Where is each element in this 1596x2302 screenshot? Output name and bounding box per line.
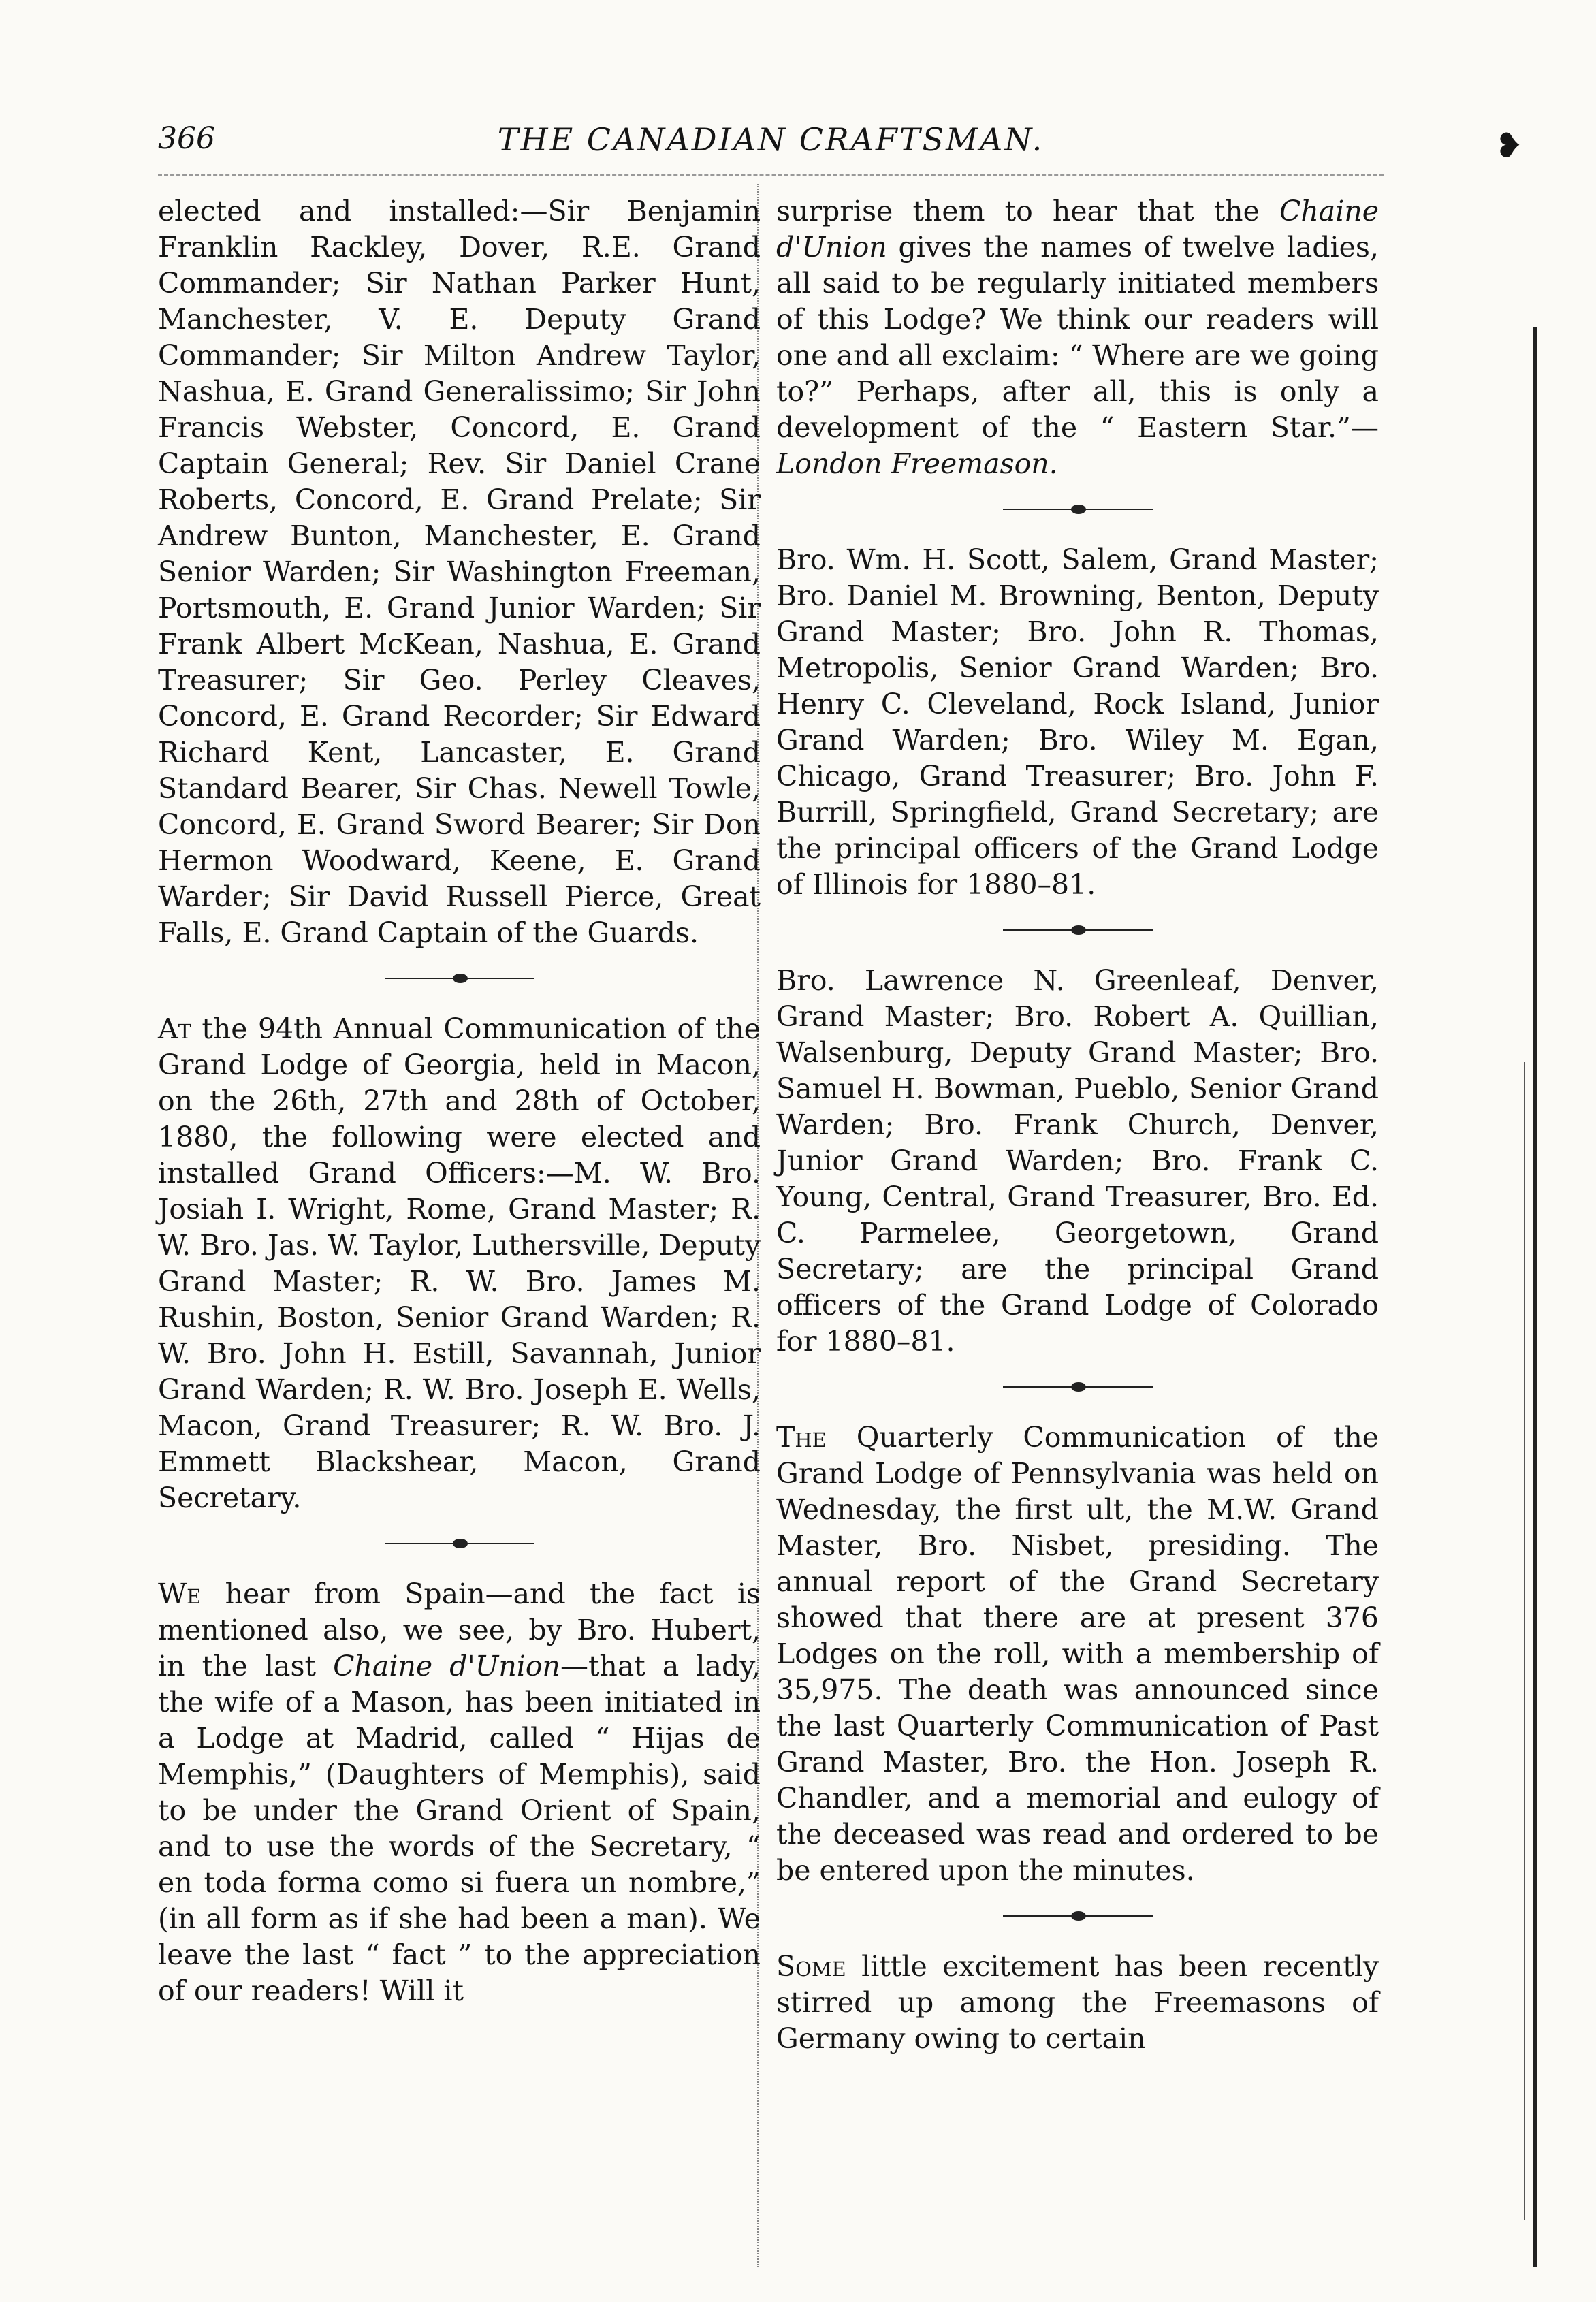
paragraph-germany-excitement — [776, 1949, 1379, 2057]
corner-ornament-icon: ❥ — [1495, 126, 1523, 165]
section-separator — [385, 1527, 534, 1561]
paragraph-pennsylvania-communication — [776, 1420, 1379, 1889]
margin-scan-line-secondary — [1524, 1062, 1525, 2220]
paragraph-text: the 94th Annual Communication of the Grand Lodge of Georgia, held in Macon, on the 26th, 27th and 28th of October, 1880, the following were elected and installed Grand Officers:—M. W. Bro. Josiah I. Wright, Rome, Grand Master; R. W. Bro. Jas. W. Taylor, Luthersville, Deputy Grand Master; R. W. Bro. James M. Rushin, Boston, Senior Grand Warden; R. W. Bro. John H. Estill, Savannah, Junior Grand Warden; R. W. Bro. Joseph E. Wells, Macon, Grand Treasurer; R. W. Bro. J. Emmett Blackshear, Macon, Grand Secretary. — [158, 1012, 761, 1514]
lead-word: Some — [776, 1950, 846, 1983]
paragraph-text: Quarterly Communication of the Grand Lodge of Pennsylvania was held on Wednesday, the first ult, the M.W. Grand Master, Bro. Nisbet, presiding. The annual report of the Grand Secretary showed that there are at present 376 Lodges on the roll, with a membership of 35,975. The death was announced since the last Quarterly Communication of Past Grand Master, Bro. the Hon. Joseph R. Chandler, and a memorial and eulogy of the deceased was read and ordered to be be entered upon the minutes. — [776, 1421, 1379, 1887]
right-column — [776, 193, 1379, 2057]
paragraph-text: surprise them to hear that the — [776, 195, 1279, 227]
paragraph-new-hampshire-officers: elected and installed:—Sir Benjamin Franklin Rackley, Dover, R.E. Grand Commander; Sir Nathan Parker Hunt, Manchester, V. E. Deputy Grand Commander; Sir Milton Andrew Taylor, Nashua, E. Grand Generalissimo; Sir John Francis Webster, Concord, E. Grand Captain General; Rev. Sir Daniel Crane Roberts, Concord, E. Grand Prelate; Sir Andrew Bunton, Manchester, E. Grand Senior Warden; Sir Washington Freeman, Portsmouth, E. Grand Junior Warden; Sir Frank Albert McKean, Nashua, E. Grand Treasurer; Sir Geo. Perley Cleaves, Concord, E. Grand Recorder; Sir Edward Richard Kent, Lancaster, E. Grand Standard Bearer, Sir Chas. Newell Towle, Concord, E. Grand Sword Bearer; Sir Don Hermon Woodward, Keene, E. Grand Warder; Sir David Russell Pierce, Great Falls, E. Grand Captain of the Guards. — [158, 195, 761, 949]
paragraph-spain-lady-mason — [158, 1576, 761, 2009]
paragraph-illinois-officers: Bro. Wm. H. Scott, Salem, Grand Master; Bro. Daniel M. Browning, Benton, Deputy Grand Master; Bro. John R. Thomas, Metropolis, Senior Grand Warden; Bro. Henry C. Cleveland, Rock Island, Junior Grand Warden; Bro. Wiley M. Egan, Chicago, Grand Treasurer; Bro. John F. Burrill, Springfield, Grand Secretary; are the principal officers of the Grand Lodge of Illinois for 1880–81. — [776, 543, 1379, 901]
left-column — [158, 193, 761, 2009]
paragraph-continuation — [776, 193, 1379, 482]
lead-word: We — [158, 1578, 202, 1610]
paragraph-text: gives the names of twelve ladies, all said to be regularly initiated members of this Lodge? We think our readers will one and all exclaim: “ Where are we going to?” Perhaps, after all, this is only a development of the “ Eastern Star.”— — [776, 231, 1379, 444]
section-separator — [385, 962, 534, 996]
lead-word: At — [158, 1012, 191, 1045]
paragraph-text: little excitement has been recently stirred up among the Freemasons of Germany owing to certain — [776, 1950, 1379, 2055]
source-citation: London Freemason. — [776, 447, 1058, 480]
paragraph-text: —that a lady, the wife of a Mason, has been initiated in a Lodge at Madrid, called “ Hijas de Memphis,” (Daughters of Memphis), said to be under the Grand Orient of Spain, and to use the words of the Secretary, “ en toda forma como si fuera un nombre,” (in all form as if she had been a man). We leave the last “ fact ” to the appreciation of our readers! Will it — [158, 1650, 761, 2007]
lead-word: The — [776, 1421, 827, 1454]
running-title: THE CANADIAN CRAFTSMAN. — [497, 121, 1044, 158]
page-header — [158, 121, 1384, 169]
section-separator — [1003, 493, 1153, 527]
margin-scan-line — [1533, 327, 1537, 2267]
paragraph-georgia-communication — [158, 1011, 761, 1516]
section-separator — [1003, 1900, 1153, 1934]
italic-title: Chaine d'Union — [333, 1650, 560, 1682]
paragraph-colorado-officers: Bro. Lawrence N. Greenleaf, Denver, Grand Master; Bro. Robert A. Quillian, Walsenburg, Deputy Grand Master; Bro. Samuel H. Bowman, Pueblo, Senior Grand Warden; Bro. Frank Church, Denver, Junior Grand Warden; Bro. Frank C. Young, Central, Grand Treasurer, Bro. Ed. C. Parmelee, Georgetown, Grand Secretary; are the principal Grand officers of the Grand Lodge of Colorado for 1880–81. — [776, 964, 1379, 1358]
paragraph-text: hear from Spain—and the fact is mentioned also, we see, by Bro. Hubert, in the last — [158, 1578, 761, 1682]
header-rule — [158, 174, 1384, 176]
italic-title: Chaine d'Union — [776, 195, 1379, 263]
section-separator — [1003, 1371, 1153, 1405]
section-separator — [1003, 914, 1153, 948]
page-number: 366 — [158, 121, 215, 156]
